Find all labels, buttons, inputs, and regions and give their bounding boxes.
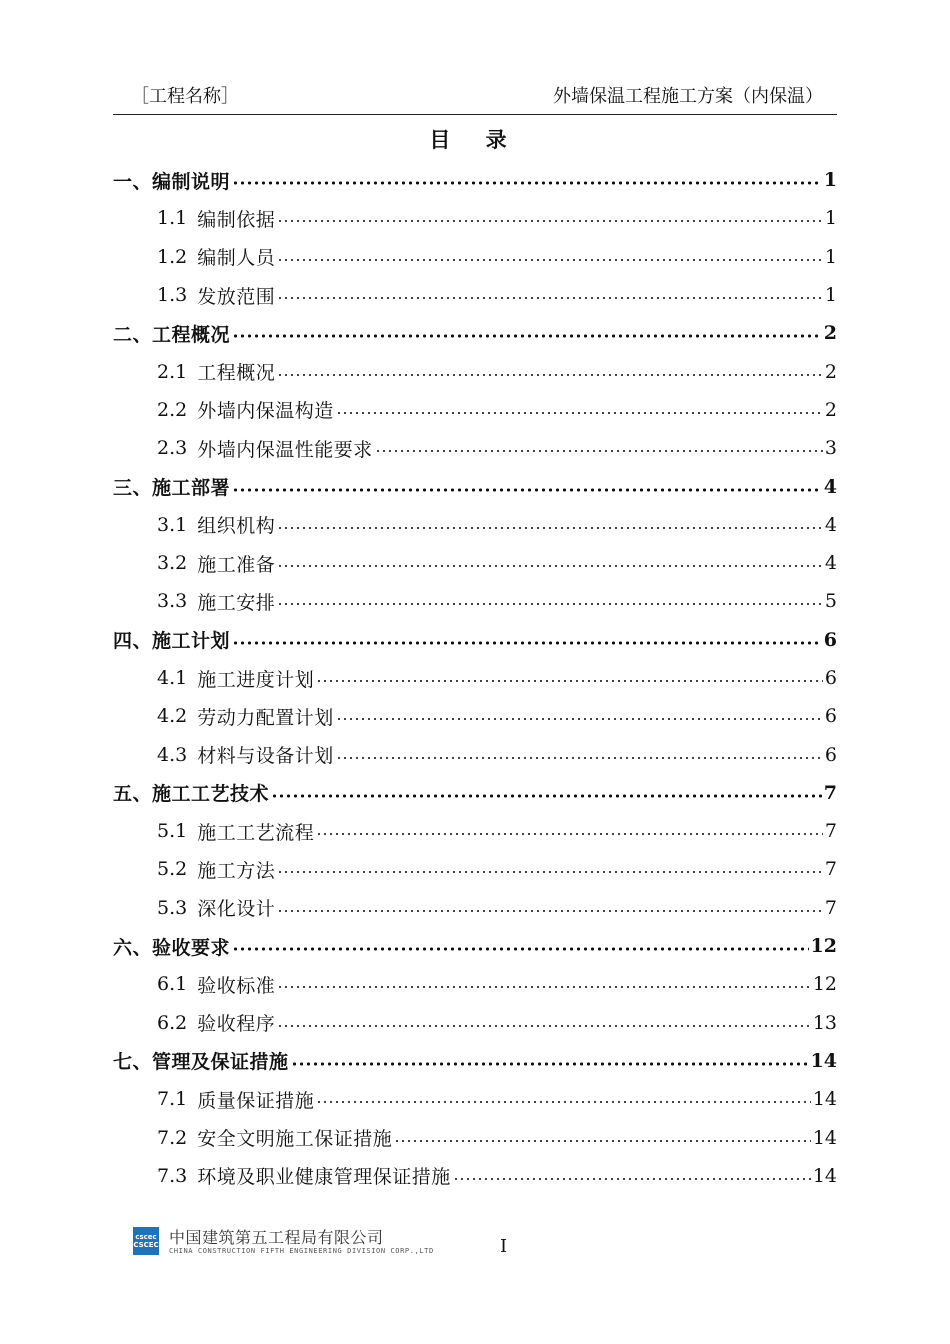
- logo-text-bottom: CSCEC: [133, 1241, 159, 1249]
- toc-entry-page: 1: [824, 207, 837, 230]
- toc-section-entry[interactable]: [113, 697, 837, 735]
- toc-dot-leader: [232, 641, 822, 645]
- company-logo-icon: [133, 1227, 159, 1255]
- toc-section-entry[interactable]: [113, 238, 837, 276]
- toc-section-entry[interactable]: [113, 429, 837, 467]
- toc-dot-leader: [232, 488, 822, 492]
- toc-dot-leader: [277, 985, 811, 989]
- toc-entry-number: 7.3: [157, 1164, 188, 1187]
- toc-entry-label: 施工进度计划: [197, 668, 315, 691]
- toc-entry-label: 四、施工计划: [113, 630, 231, 653]
- toc-entry-number: 3.1: [157, 513, 188, 536]
- toc-section-entry[interactable]: [113, 850, 837, 888]
- toc-entry-page: 4: [824, 552, 837, 575]
- toc-entry-number: 4.1: [157, 667, 188, 689]
- toc-dot-leader: [277, 296, 823, 300]
- toc-section-entry[interactable]: [113, 582, 837, 620]
- toc-entry-page: 7: [824, 858, 837, 881]
- toc-section-entry[interactable]: [113, 199, 837, 237]
- company-name-en: CHINA CONSTRUCTION FIFTH ENGINEERING DIVISION CORP.,LTD: [169, 1247, 434, 1255]
- toc-entry-label: 施工工艺流程: [197, 821, 315, 844]
- toc-entry-number: 7.2: [157, 1126, 188, 1149]
- toc-dot-leader: [232, 181, 822, 185]
- toc-entry-page: 6: [824, 705, 837, 728]
- page-number: I: [500, 1236, 508, 1257]
- toc-entry-number: 6.1: [157, 973, 188, 996]
- toc-section-entry[interactable]: [113, 1118, 837, 1156]
- toc-dot-leader: [291, 1062, 809, 1066]
- toc-entry-label: 编制依据: [197, 208, 276, 231]
- toc-section-entry[interactable]: [113, 1004, 837, 1042]
- logo-text-top: cscec: [135, 1233, 157, 1241]
- toc-chapter-entry[interactable]: [113, 927, 837, 965]
- toc-entry-number: 5.2: [157, 858, 188, 881]
- toc-entry-number: 2.1: [157, 360, 188, 383]
- toc-entry-number: 1.1: [157, 207, 188, 230]
- toc-entry-page: 6: [824, 743, 837, 766]
- toc-entry-label: 工程概况: [197, 362, 276, 385]
- toc-entry-label: 质量保证措施: [197, 1089, 315, 1112]
- toc-entry-page: 7: [823, 781, 837, 804]
- toc-entry-number: 6.2: [157, 1011, 188, 1034]
- toc-entry-number: 5.3: [157, 896, 188, 919]
- toc-entry-page: 14: [812, 1088, 837, 1111]
- toc-entry-page: 12: [812, 973, 837, 996]
- toc-entry-page: 1: [823, 169, 837, 192]
- toc-entry-number: 7.1: [157, 1088, 188, 1111]
- toc-entry-page: 6: [824, 667, 837, 689]
- toc-dot-leader: [336, 411, 823, 415]
- toc-dot-leader: [375, 449, 823, 453]
- toc-entry-label: 劳动力配置计划: [197, 706, 334, 729]
- toc-entry-label: 七、管理及保证措施: [113, 1051, 289, 1074]
- toc-entry-page: 13: [812, 1011, 837, 1034]
- toc-dot-leader: [316, 679, 823, 683]
- toc-section-entry[interactable]: [113, 1157, 837, 1195]
- toc-title: 目 录: [429, 127, 521, 152]
- toc-entry-number: 2.3: [157, 437, 188, 460]
- toc-dot-leader: [277, 258, 823, 262]
- toc-dot-leader: [453, 1177, 811, 1181]
- toc-entry-label: 五、施工工艺技术: [113, 783, 270, 806]
- toc-section-entry[interactable]: [113, 1080, 837, 1118]
- toc-chapter-entry[interactable]: [113, 314, 837, 352]
- toc-section-entry[interactable]: [113, 391, 837, 429]
- toc-entry-label: 验收程序: [197, 1013, 276, 1036]
- toc-entry-page: 2: [824, 398, 837, 421]
- toc-entry-number: 3.2: [157, 552, 188, 575]
- toc-entry-number: 1.2: [157, 245, 188, 268]
- toc-entry-number: 2.2: [157, 398, 188, 421]
- toc-entry-page: 4: [824, 513, 837, 536]
- toc-entry-label: 外墙内保温性能要求: [197, 438, 373, 461]
- toc-entry-page: 4: [823, 475, 837, 498]
- toc-dot-leader: [277, 909, 823, 913]
- toc-entry-label: 一、编制说明: [113, 170, 231, 193]
- toc-dot-leader: [277, 373, 823, 377]
- toc-entry-page: 1: [824, 245, 837, 268]
- toc-section-entry[interactable]: [113, 735, 837, 773]
- toc-entry-page: 2: [824, 360, 837, 383]
- toc-entry-label: 安全文明施工保证措施: [197, 1128, 393, 1151]
- page-header: [113, 84, 837, 115]
- toc-chapter-entry[interactable]: [113, 467, 837, 505]
- toc-entry-page: 7: [824, 820, 837, 843]
- toc-entry-number: 3.3: [157, 590, 188, 613]
- toc-entry-page: 5: [824, 590, 837, 613]
- toc-entry-number: 5.1: [157, 820, 188, 843]
- toc-dot-leader: [277, 219, 823, 223]
- project-name-placeholder: ［工程名称］: [131, 86, 239, 107]
- toc-entry-page: 3: [824, 437, 837, 460]
- toc-chapter-entry[interactable]: [113, 1042, 837, 1080]
- toc-entry-label: 发放范围: [197, 285, 276, 308]
- toc-entry-label: 组织机构: [197, 515, 276, 538]
- toc-section-entry[interactable]: [113, 276, 837, 314]
- toc-entry-number: 4.3: [157, 743, 188, 766]
- toc-entry-page: 12: [810, 935, 837, 958]
- document-title: 外墙保温工程施工方案（内保温）: [553, 86, 823, 107]
- toc-dot-leader: [277, 870, 823, 874]
- toc-dot-leader: [277, 602, 823, 606]
- toc-entry-page: 14: [812, 1164, 837, 1187]
- toc-entry-page: 1: [824, 284, 837, 307]
- toc-section-entry[interactable]: [113, 506, 837, 544]
- toc-entry-label: 验收标准: [197, 974, 276, 997]
- toc-entry-page: 2: [823, 322, 837, 345]
- toc-entry-label: 深化设计: [197, 898, 276, 921]
- toc-section-entry[interactable]: [113, 889, 837, 927]
- page-footer: [133, 1223, 837, 1263]
- toc-chapter-entry[interactable]: [113, 774, 837, 812]
- toc-entry-label: 施工准备: [197, 553, 276, 576]
- toc-entry-number: 4.2: [157, 705, 188, 728]
- toc-entry-label: 外墙内保温构造: [197, 400, 334, 423]
- toc-entry-label: 二、工程概况: [113, 323, 231, 346]
- company-name-cn: 中国建筑第五工程局有限公司: [169, 1228, 384, 1247]
- toc-dot-leader: [232, 947, 809, 951]
- toc-section-entry[interactable]: [113, 659, 837, 697]
- toc-entry-label: 环境及职业健康管理保证措施: [197, 1166, 451, 1189]
- toc-entry-label: 六、验收要求: [113, 936, 231, 959]
- toc-dot-leader: [277, 526, 823, 530]
- toc-entry-number: 1.3: [157, 284, 188, 307]
- toc-entry-label: 材料与设备计划: [197, 745, 334, 768]
- toc-entry-label: 三、施工部署: [113, 477, 231, 500]
- toc-entry-page: 6: [823, 628, 837, 651]
- toc-chapter-entry[interactable]: [113, 161, 837, 199]
- toc-entry-page: 14: [810, 1049, 837, 1072]
- toc-entry-page: 7: [824, 896, 837, 919]
- toc-dot-leader: [316, 832, 823, 836]
- toc-section-entry[interactable]: [113, 965, 837, 1003]
- toc-dot-leader: [394, 1139, 811, 1143]
- toc-entry-label: 编制人员: [197, 247, 276, 270]
- toc-entry-page: 14: [812, 1126, 837, 1149]
- toc-section-entry[interactable]: [113, 544, 837, 582]
- toc-section-entry[interactable]: [113, 352, 837, 390]
- toc-dot-leader: [336, 756, 823, 760]
- table-of-contents: [113, 161, 837, 1195]
- toc-dot-leader: [271, 794, 822, 798]
- toc-dot-leader: [336, 717, 823, 721]
- toc-dot-leader: [277, 564, 823, 568]
- toc-chapter-entry[interactable]: [113, 621, 837, 659]
- toc-section-entry[interactable]: [113, 812, 837, 850]
- toc-dot-leader: [232, 334, 822, 338]
- toc-entry-label: 施工安排: [197, 591, 276, 614]
- toc-dot-leader: [277, 1024, 811, 1028]
- toc-dot-leader: [316, 1100, 811, 1104]
- toc-entry-label: 施工方法: [197, 859, 276, 882]
